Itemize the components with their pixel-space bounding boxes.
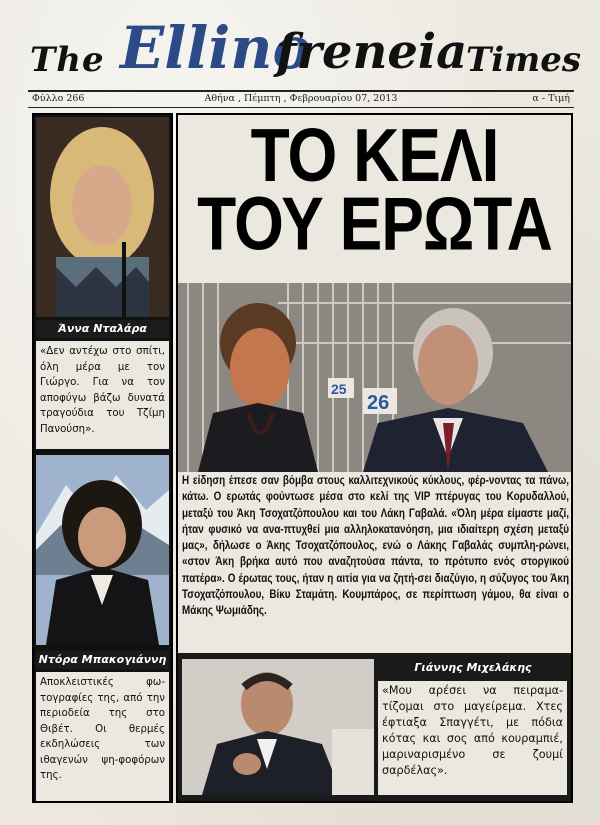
person-1-name: Άννα Νταλάρα [36,320,169,338]
masthead [28,14,581,90]
cell-number-26: 26 [367,392,390,414]
article-body: Η είδηση έπεσε σαν βόμβα στους καλλιτεχνικούς κύκλους, φέρ-νοντας τα πάνω, κάτω. Ο ερωτάς φούντωσε μέσα στο κελί της VIP πτέρυγας του Κορυδαλλού, μεταξύ του Άκη Τσοχατζόπουλου και του Λάκη Γαβαλά. «Όλη μέρα είμαστε μαζί, ήταν φυσικό να ανα-πτυχθεί μια αλληλοκατανόηση, μια ιδιαίτερη σχέση μεταξύ μας», δήλωσε ο Άκης Τσοχατζόπουλος, ενώ ο Λάκης Γαβαλάς συμπλη-ρώνει, «στον Άκη βρήκα αυτό που αναζητούσα πάντα, το πρότυπο ενός στοργικού πατέρα». Ο έρωτας τους, ήταν η αιτία για να ζητή-σει διαζύγιο, η σύζυγος του Άκη Τσοχατζόπουλου, Βίκυ Σταμάτη. Κουμπάρος, σε περίπτωση γάμου, θα είναι ο Μάκης Ψωμιάδης. [182,475,569,618]
cell-number-25: 25 [331,381,347,397]
masthead-ellino: Ellino [120,14,312,82]
masthead-times: Times [466,40,581,80]
headline-line-1: ΤΟ ΚΕΛΙ [250,112,499,198]
main-photo [178,283,571,472]
portrait-photo-1 [36,117,169,317]
masthead-freneia: freneia [276,24,468,80]
person-2-quote: Αποκλειστικές φω-τογραφίες της, από την περιοδεία της στο Θιβέτ. Οι θερμές εκδηλώσεις των ιθαγενών ψη-φοφόρων της. [36,672,169,801]
dateline [28,93,574,107]
left-sidebar [32,113,173,803]
person-3-quote: «Μου αρέσει να πειραμα-τίζομαι στο μαγείρεμα. Χτες έφτιαξα Σπαγγέτι, με πόδια κότας και σος από κουραμπιέ, μαριναρισμένο σε ζουμί σαρδέλας». [378,681,567,795]
bottom-feature [178,653,571,801]
portrait-photo-3 [182,659,374,795]
portrait-photo-2 [36,455,169,645]
main-story [176,113,573,803]
person-3-name: Γιάννης Μιχελάκης [398,659,548,677]
issue-number: Φύλλο 266 [32,93,85,104]
issue-date: Αθήνα , Πέμπτη , Φεβρουαρίου 07, 2013 [204,93,398,104]
headline-line-2: ΤΟΥ ΕΡΩΤΑ [197,181,552,267]
masthead-rule-bottom [28,107,574,108]
masthead-the: The [30,40,105,80]
issue-price: α - Τιμή [532,93,570,104]
person-1-quote: «Δεν αντέχω στο σπίτι, όλη μέρα με τον Γιώργο. Για να τον αποφύγω βάζω δυνατά τραγούδια του Τζίμη Πανούση». [36,341,169,449]
masthead-rule-top [28,90,574,92]
person-2-name: Ντόρα Μπακογιάννη [36,651,169,669]
